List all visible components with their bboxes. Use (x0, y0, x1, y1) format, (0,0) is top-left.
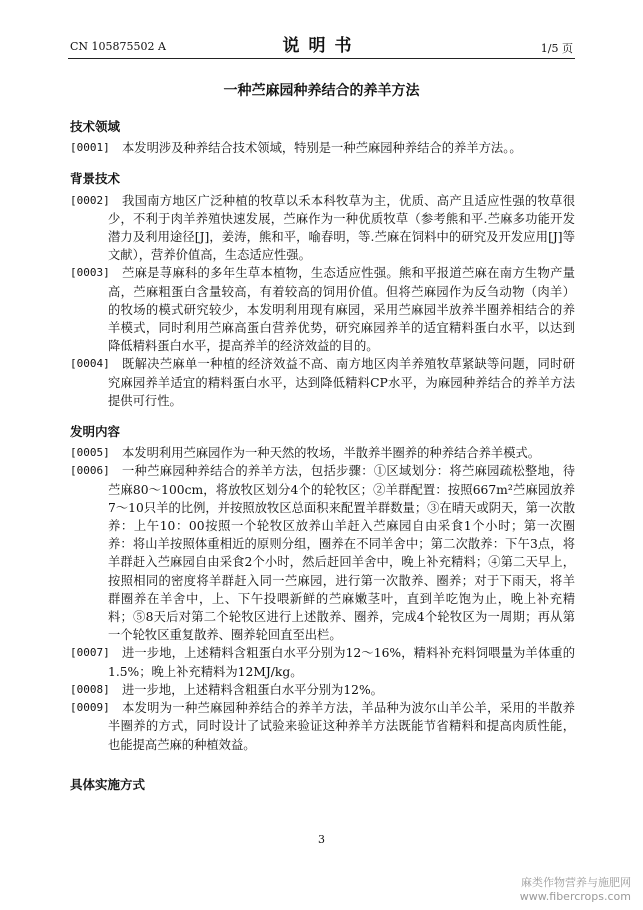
paragraph-text: 本发明涉及种养结合技术领域，特别是一种苎麻园种养结合的养羊方法。。 (122, 141, 522, 156)
paragraph-text: 苎麻是荨麻科的多年生草本植物，生态适应性强。熊和平报道苎麻在南方生物产量高，苎麻粗蛋白含量较高，有着较高的饲用价值。但将苎麻园作为反刍动物（肉羊）的牧场的模式研究较少，本发明利用现有麻园，采用苎麻园半放养半圈养相结合的养羊模式，同时利用苎麻高蛋白营养优势，研究麻园养羊的适宜精料蛋白水平，以达到降低精料蛋白水平，提高养羊的经济效益的目的。 (108, 266, 575, 354)
page-number: 3 (318, 833, 325, 846)
watermark-line-2: www.fibercrops.com (519, 890, 631, 903)
watermark (520, 876, 631, 904)
section-heading: 发明内容 (70, 424, 121, 440)
paragraph-number: [0008] (70, 682, 110, 696)
document-title: 一种苎麻园种养结合的养羊方法 (223, 83, 420, 99)
paragraph (70, 444, 575, 462)
paragraph-number: [0005] (70, 446, 110, 460)
section-technical-field (70, 118, 575, 157)
paragraph-number: [0001] (70, 141, 110, 155)
paragraph-text: 进一步地，上述精料含粗蛋白水平分别为12～16%，精料补充料饲喂量为羊体重的1.5%；晚上补充精料为12MJ/kg。 (108, 646, 575, 679)
section-heading: 背景技术 (70, 171, 121, 187)
paragraph-number: [0003] (70, 266, 110, 280)
paragraph (70, 462, 575, 644)
section-heading: 具体实施方式 (70, 776, 146, 792)
page-info: 1/5 页 (540, 42, 573, 55)
paragraph-number: [0007] (70, 646, 110, 660)
paragraph (70, 644, 575, 680)
paragraph (70, 139, 575, 157)
watermark-line-1: 麻类作物营养与施肥网 (521, 876, 631, 889)
paragraph-number: [0002] (70, 193, 110, 207)
document-body (70, 118, 575, 807)
paragraph (70, 355, 575, 410)
section-invention-content (70, 423, 575, 754)
paragraph-number: [0004] (70, 357, 110, 371)
paragraph-text: 一种苎麻园种养结合的养羊方法，包括步骤：①区域划分：将苎麻园疏松整地，待苎麻80～100cm，将放牧区划分4个的轮牧区；②羊群配置：按照667m²苎麻园放养7～10只羊的比例，并按照放牧区总面积来配置羊群数量；③在晴天或阴天，第一次散养：上午10：00按照一个轮牧区放养山羊赶入苎麻园自由采食1个小时；第一次圈养：将山羊按照体重相近的原则分组，圈养在不同羊舍中；第二次散养：下午3点，将羊群赶入苎麻园自由采食2个小时，然后赶回羊舍中，晚上补充精料；④第二天早上，按照相同的密度将羊群赶入同一苎麻园，进行第一次散养、圈养；对于下雨天，将羊群圈养在羊舍中，上、下午投喂新鲜的苎麻嫩茎叶，直到羊吃饱为止，晚上补充精料；⑤8天后对第二个轮牧区进行上述散养、圈养，完成4个轮牧区为一周期；再从第一个轮牧区重复散养、圈养轮回直至出栏。 (108, 464, 575, 643)
section-heading: 技术领域 (70, 119, 121, 134)
paragraph-number: [0009] (70, 701, 110, 715)
section-background (70, 170, 575, 410)
paragraph (70, 192, 575, 265)
header-divider (68, 58, 575, 59)
section-embodiments (70, 776, 575, 794)
paragraph-text: 进一步地，上述精料含粗蛋白水平分别为12%。 (122, 682, 383, 697)
document-type: 说明书 (282, 36, 361, 56)
paragraph-text: 本发明为一种苎麻园种养结合的养羊方法，羊品种为波尔山羊公羊，采用的半散养半圈养的方式，同时设计了试验来验证这种养羊方法既能节省精料和提高肉质性能，也能提高苎麻的种植效益。 (108, 701, 575, 752)
paragraph-text: 本发明利用苎麻园作为一种天然的牧场，半散养半圈养的种养结合养羊模式。 (122, 446, 541, 461)
paragraph-text: 既解决苎麻单一种植的经济效益不高、南方地区肉羊养殖牧草紧缺等问题，同时研究麻园养羊适宜的精料蛋白水平，达到降低精料CP水平，为麻园种养结合的养羊方法提供可行性。 (108, 357, 575, 408)
paragraph (70, 681, 575, 699)
page-header (0, 0, 643, 60)
paragraph-text: 我国南方地区广泛种植的牧草以禾本科牧草为主，优质、高产且适应性强的牧草很少，不利于肉羊养殖快速发展，苎麻作为一种优质牧草（参考熊和平.苎麻多功能开发潜力及利用途径[J]，姜涛，熊和平，喻春明，等.苎麻在饲料中的研究及开发应用[J]等文献），营养价值高，生态适应性强。 (108, 193, 575, 263)
paragraph (70, 699, 575, 754)
patent-number: CN 105875502 A (70, 40, 166, 53)
paragraph (70, 264, 575, 355)
paragraph-number: [0006] (70, 464, 110, 478)
